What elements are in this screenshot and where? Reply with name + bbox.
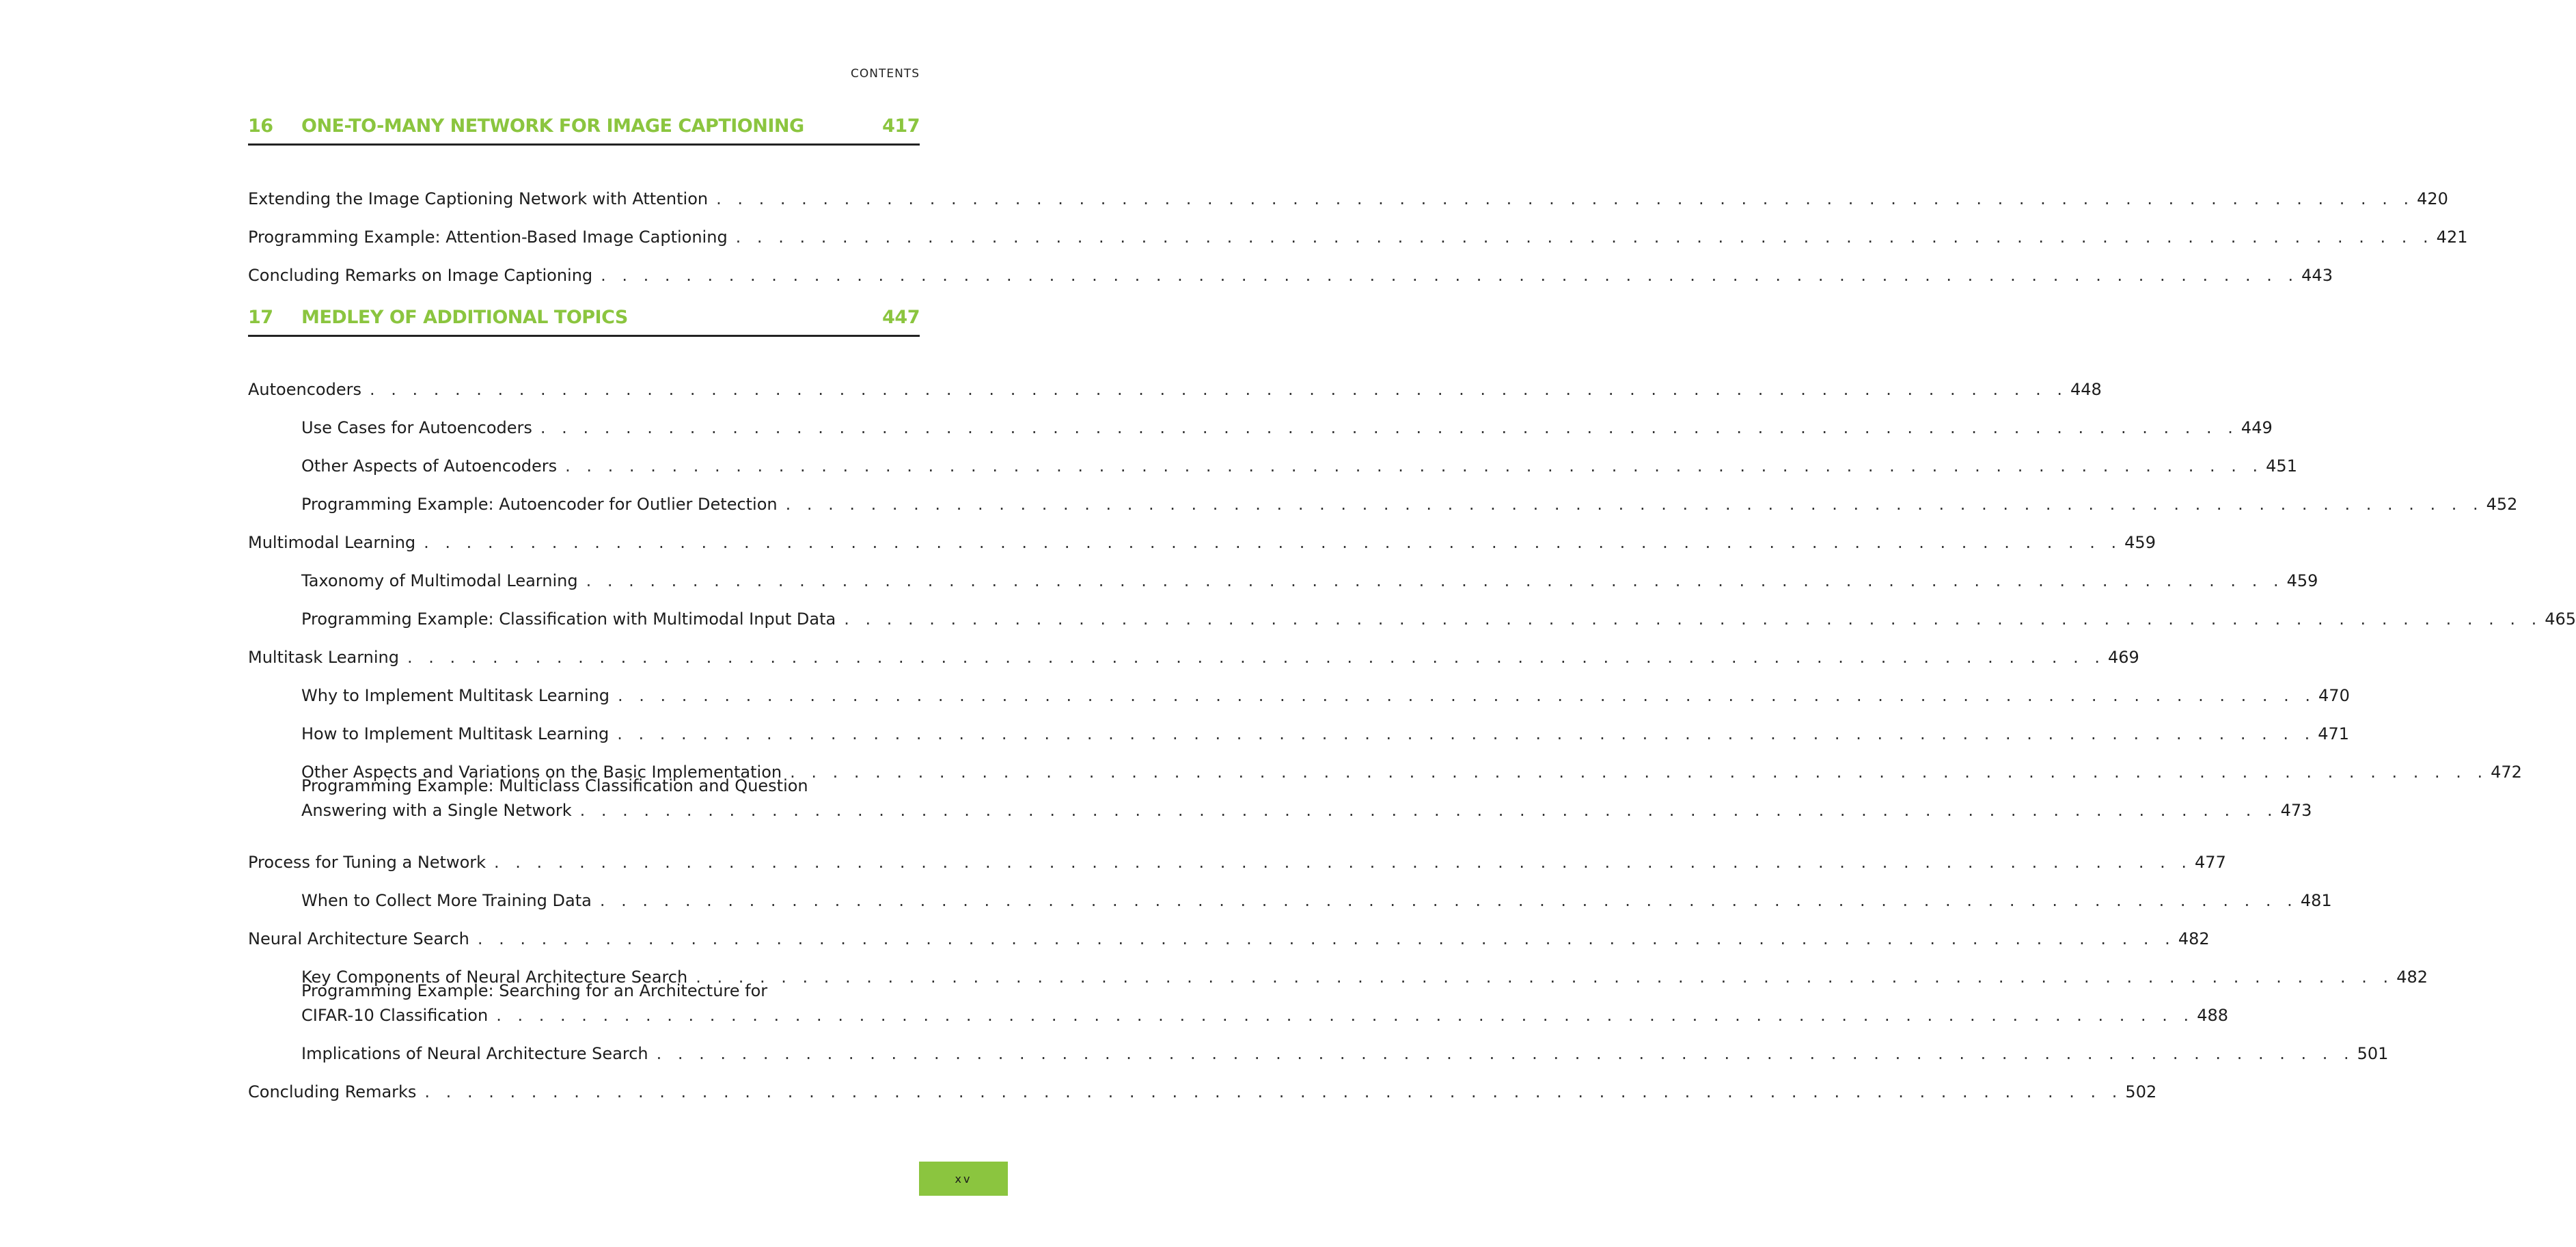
toc-entry-page: 471 (2318, 724, 2350, 743)
chapter-number: 17 (248, 307, 273, 328)
dot-leader: . . . . . . . . . . . . . . . . . . . . . . . . . . . . . . . . . . . . . . . . . . . . . . . . . . . . . . . . . . . . . . . . . . . . . . . . . . . . . . . . (565, 456, 2264, 476)
toc-entry-label: Taxonomy of Multimodal Learning (301, 571, 578, 590)
toc-entry-page: 421 (2436, 228, 2468, 247)
dot-leader: . . . . . . . . . . . . . . . . . . . . . . . . . . . . . . . . . . . . . . . . . . . . . . . . . . . . . . . . . . . . . . . . . . . . . . . . . . . . . . . . (696, 968, 2394, 987)
toc-entry[interactable] (248, 927, 2210, 951)
toc-subentry[interactable] (301, 978, 2228, 1028)
dot-leader: . . . . . . . . . . . . . . . . . . . . . . . . . . . . . . . . . . . . . . . . . . . . . . . . . . . . . . . . . . . . . . . . . . . . . . . . . . . . . . . . (424, 1082, 2123, 1101)
toc-entry-label: Programming Example: Attention-Based Image Captioning (248, 228, 728, 247)
toc-entry-page: 502 (2125, 1082, 2157, 1101)
toc-subentry[interactable] (301, 888, 2332, 913)
toc-entry[interactable] (248, 530, 2156, 555)
toc-entry-label: Other Aspects of Autoencoders (301, 456, 558, 476)
toc-entry-label: Multitask Learning (248, 648, 400, 667)
dot-leader: . . . . . . . . . . . . . . . . . . . . . . . . . . . . . . . . . . . . . . . . . . . . . . . . . . . . . . . . . . . . . . . . . . . . . . . . . . . . . . . . (424, 533, 2122, 552)
toc-entry-page: 451 (2266, 456, 2297, 476)
toc-entry-page: 482 (2178, 929, 2210, 948)
dot-leader: . . . . . . . . . . . . . . . . . . . . . . . . . . . . . . . . . . . . . . . . . . . . . . . . . . . . . . . . . . . . . . . . . . . . . . . . . . . . . . . . (477, 929, 2176, 948)
toc-entry-label: CIFAR-10 Classification (301, 1006, 489, 1025)
toc-entry-page: 448 (2070, 380, 2102, 399)
toc-entry-label: Why to Implement Multitask Learning (301, 686, 610, 705)
toc-entry-label: Key Components of Neural Architecture Search (301, 968, 688, 987)
toc-entry-label: When to Collect More Training Data (301, 891, 592, 910)
toc-entry-label: Concluding Remarks (248, 1082, 417, 1101)
toc-subentry[interactable] (301, 492, 2518, 517)
dot-leader: . . . . . . . . . . . . . . . . . . . . . . . . . . . . . . . . . . . . . . . . . . . . . . . . . . . . . . . . . . . . . . . . . . . . . . . . . . . . . . . . (790, 763, 2489, 782)
toc-entry[interactable] (248, 225, 2468, 249)
chapter-number: 16 (248, 115, 273, 137)
toc-subentry[interactable] (301, 722, 2350, 746)
toc-entry-page: 481 (2300, 891, 2332, 910)
toc-entry-label: Neural Architecture Search (248, 929, 469, 948)
toc-entry-label: Other Aspects and Variations on the Basic Implementation (301, 763, 782, 782)
dot-leader: . . . . . . . . . . . . . . . . . . . . . . . . . . . . . . . . . . . . . . . . . . . . . . . . . . . . . . . . . . . . . . . . . . . . . . . . . . . . . . . . (601, 266, 2299, 285)
toc-subentry[interactable] (301, 454, 2297, 478)
toc-entry[interactable] (248, 187, 2448, 211)
toc-entry-label-line1: Programming Example: Multiclass Classification and Question (301, 776, 808, 795)
toc-entry-page: 465 (2545, 609, 2576, 629)
toc-subentry[interactable] (301, 607, 2576, 631)
toc-entry[interactable] (248, 1080, 2157, 1104)
chapter-heading[interactable] (248, 301, 920, 337)
toc-entry-page: 420 (2417, 189, 2448, 208)
toc-entry-page: 443 (2301, 266, 2333, 285)
toc-entry-page: 488 (2197, 1006, 2228, 1025)
dot-leader: . . . . . . . . . . . . . . . . . . . . . . . . . . . . . . . . . . . . . . . . . . . . . . . . . . . . . . . . . . . . . . . . . . . . . . . . . . . . . . . . (844, 609, 2543, 629)
dot-leader: . . . . . . . . . . . . . . . . . . . . . . . . . . . . . . . . . . . . . . . . . . . . . . . . . . . . . . . . . . . . . . . . . . . . . . . . . . . . . . . . (494, 853, 2193, 872)
chapter-title: ONE-TO-MANY NETWORK FOR IMAGE CAPTIONING (301, 115, 804, 137)
toc-entry-label: Answering with a Single Network (301, 801, 572, 820)
toc-subentry[interactable] (301, 568, 2318, 593)
toc-entry-page: 482 (2396, 968, 2428, 987)
toc-entry-page: 501 (2357, 1044, 2389, 1063)
toc-entry-page: 449 (2241, 418, 2273, 437)
toc-entry[interactable] (248, 263, 2333, 288)
toc-subentry[interactable] (301, 1041, 2389, 1066)
toc-entry-label: Multimodal Learning (248, 533, 416, 552)
dot-leader: . . . . . . . . . . . . . . . . . . . . . . . . . . . . . . . . . . . . . . . . . . . . . . . . . . . . . . . . . . . . . . . . . . . . . . . . . . . . . . . . (618, 686, 2316, 705)
toc-entry-label-line1: Programming Example: Searching for an Architecture for (301, 981, 768, 1000)
dot-leader: . . . . . . . . . . . . . . . . . . . . . . . . . . . . . . . . . . . . . . . . . . . . . . . . . . . . . . . . . . . . . . . . . . . . . . . . . . . . . . . . (656, 1044, 2355, 1063)
toc-entry-label: Extending the Image Captioning Network with Attention (248, 189, 709, 208)
toc-entry[interactable] (248, 645, 2139, 670)
toc-entry-label: Programming Example: Classification with Multimodal Input Data (301, 609, 836, 629)
toc-entry-label: How to Implement Multitask Learning (301, 724, 609, 743)
toc-entry-label: Autoencoders (248, 380, 361, 399)
dot-leader: . . . . . . . . . . . . . . . . . . . . . . . . . . . . . . . . . . . . . . . . . . . . . . . . . . . . . . . . . . . . . . . . . . . . . . . . . . . . . . . . (785, 495, 2484, 514)
toc-subentry[interactable] (301, 683, 2350, 708)
page-number-tab (919, 1162, 1008, 1196)
dot-leader: . . . . . . . . . . . . . . . . . . . . . . . . . . . . . . . . . . . . . . . . . . . . . . . . . . . . . . . . . . . . . . . . . . . . . . . . . . . . . . . . (586, 571, 2284, 590)
dot-leader: . . . . . . . . . . . . . . . . . . . . . . . . . . . . . . . . . . . . . . . . . . . . . . . . . . . . . . . . . . . . . . . . . . . . . . . . . . . . . . . . (540, 418, 2238, 437)
chapter-page: 447 (882, 307, 920, 328)
toc-entry-page: 452 (2486, 495, 2518, 514)
page-number: xv (955, 1172, 972, 1186)
chapter-title: MEDLEY OF ADDITIONAL TOPICS (301, 307, 628, 328)
dot-leader: . . . . . . . . . . . . . . . . . . . . . . . . . . . . . . . . . . . . . . . . . . . . . . . . . . . . . . . . . . . . . . . . . . . . . . . . . . . . . . . . (579, 801, 2278, 820)
toc-entry[interactable] (248, 850, 2226, 875)
toc-entry-page: 473 (2280, 801, 2312, 820)
toc-subentry[interactable] (301, 415, 2273, 440)
toc-entry-page: 469 (2108, 648, 2139, 667)
toc-entry-page: 477 (2195, 853, 2226, 872)
dot-leader: . . . . . . . . . . . . . . . . . . . . . . . . . . . . . . . . . . . . . . . . . . . . . . . . . . . . . . . . . . . . . . . . . . . . . . . . . . . . . . . . (716, 189, 2415, 208)
toc-entry[interactable] (248, 377, 2102, 402)
dot-leader: . . . . . . . . . . . . . . . . . . . . . . . . . . . . . . . . . . . . . . . . . . . . . . . . . . . . . . . . . . . . . . . . . . . . . . . . . . . . . . . . (735, 228, 2434, 247)
chapter-heading[interactable] (248, 109, 920, 146)
toc-subentry[interactable] (301, 773, 2312, 823)
dot-leader: . . . . . . . . . . . . . . . . . . . . . . . . . . . . . . . . . . . . . . . . . . . . . . . . . . . . . . . . . . . . . . . . . . . . . . . . . . . . . . . . (496, 1006, 2195, 1025)
toc-entry-label: Use Cases for Autoencoders (301, 418, 532, 437)
toc-entry-label: Process for Tuning a Network (248, 853, 487, 872)
dot-leader: . . . . . . . . . . . . . . . . . . . . . . . . . . . . . . . . . . . . . . . . . . . . . . . . . . . . . . . . . . . . . . . . . . . . . . . . . . . . . . . . (407, 648, 2106, 667)
toc-entry-label: Programming Example: Autoencoder for Outlier Detection (301, 495, 778, 514)
dot-leader: . . . . . . . . . . . . . . . . . . . . . . . . . . . . . . . . . . . . . . . . . . . . . . . . . . . . . . . . . . . . . . . . . . . . . . . . . . . . . . . . (617, 724, 2316, 743)
toc-entry-label: Concluding Remarks on Image Captioning (248, 266, 593, 285)
chapter-page: 417 (882, 115, 920, 137)
toc-entry-page: 459 (2286, 571, 2318, 590)
dot-leader: . . . . . . . . . . . . . . . . . . . . . . . . . . . . . . . . . . . . . . . . . . . . . . . . . . . . . . . . . . . . . . . . . . . . . . . . . . . . . . . . (599, 891, 2298, 910)
toc-entry-page: 470 (2318, 686, 2350, 705)
toc-entry-page: 472 (2491, 763, 2522, 782)
toc-entry-label: Implications of Neural Architecture Search (301, 1044, 648, 1063)
toc-entry-page: 459 (2124, 533, 2156, 552)
running-head: CONTENTS (851, 67, 920, 81)
dot-leader: . . . . . . . . . . . . . . . . . . . . . . . . . . . . . . . . . . . . . . . . . . . . . . . . . . . . . . . . . . . . . . . . . . . . . . . . . . . . . . . . (369, 380, 2068, 399)
